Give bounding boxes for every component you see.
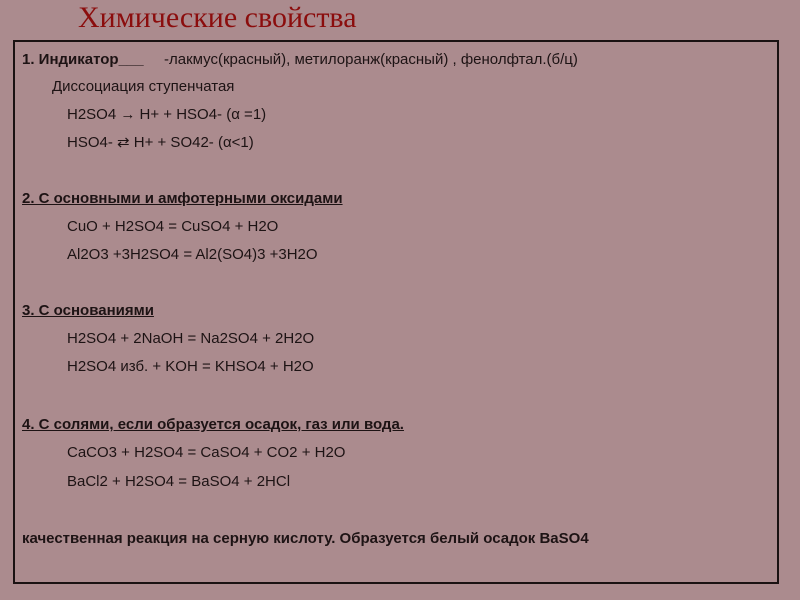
slide-title: Химические свойства (78, 1, 357, 34)
section2-heading: 2. С основными и амфотерными оксидами (22, 190, 343, 207)
oxide-eq-2: Al2O3 +3H2SO4 = Al2(SO4)3 +3H2O (67, 246, 318, 263)
base-eq-1: H2SO4 + 2NaOH = Na2SO4 + 2H2O (67, 330, 315, 347)
dissociation-label: Диссоциация ступенчатая (52, 78, 235, 95)
base-eq-2: H2SO4 изб. + KOH = KHSO4 + H2O (67, 358, 314, 375)
salt-eq-1: CaCO3 + H2SO4 = CaSO4 + CO2 + H2O (67, 444, 346, 461)
dissociation-eq-1: H2SO4 → H+ + HSO4- (α =1) (67, 106, 267, 123)
section3-heading: 3. С основаниями (22, 302, 154, 319)
dissociation-eq-2: HSO4- ⇄ H+ + SO42- (α<1) (67, 134, 254, 151)
section4-heading: 4. С солями, если образуется осадок, газ или вода. (22, 416, 404, 433)
qualitative-reaction: качественная реакция на серную кислоту. Образуется белый осадок BaSO4 (22, 530, 589, 547)
section1-heading: 1. Индикатор___ (22, 51, 144, 68)
oxide-eq-1: CuO + H2SO4 = CuSO4 + H2O (67, 218, 279, 235)
indicator-list: -лакмус(красный), метилоранж(красный) , фенолфтал.(б/ц) (164, 51, 578, 68)
salt-eq-2: BaCl2 + H2SO4 = BaSO4 + 2HCl (67, 473, 291, 490)
